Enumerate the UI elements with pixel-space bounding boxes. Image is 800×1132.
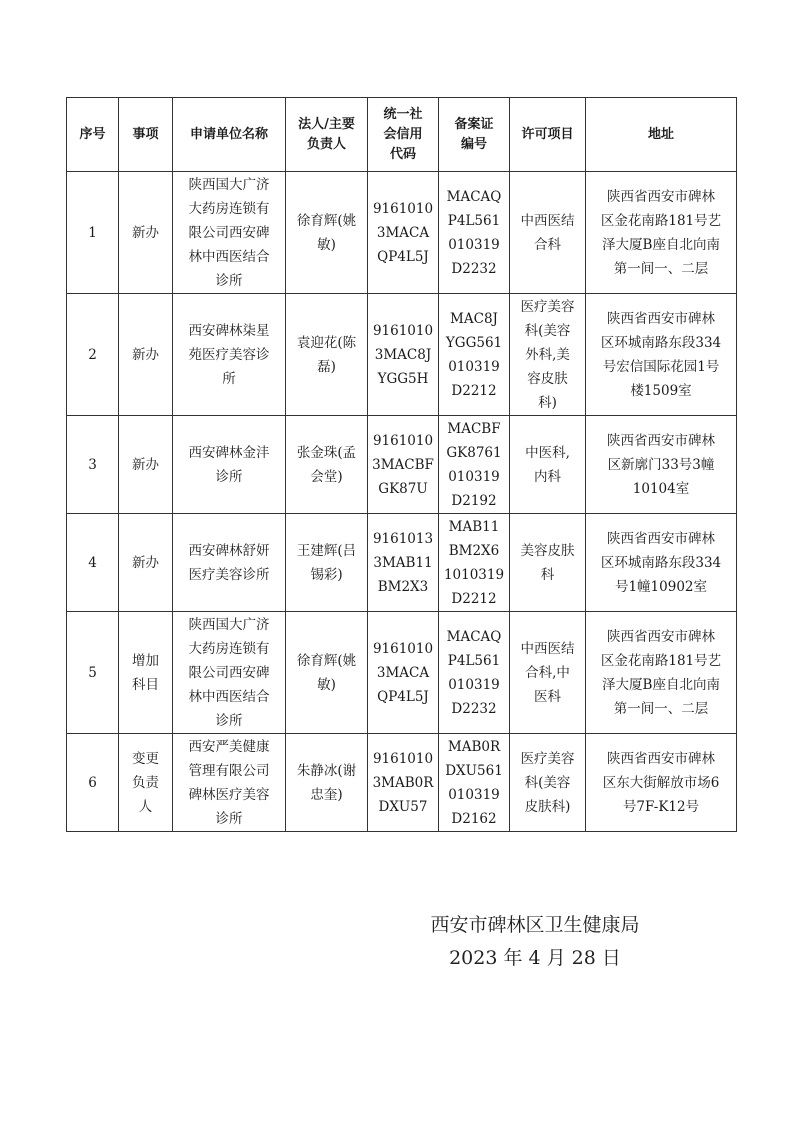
row-record: MAC8J YGG561 010319 D2212 [439,294,510,416]
row-name: 西安碑林舒妍 医疗美容诊所 [173,514,286,612]
row-item: 新办 [119,514,173,612]
issue-date: 2023 年 4 月 28 日 [449,947,621,969]
row-name: 陕西国大广济 大药房连锁有 限公司西安碑 林中西医结合 诊所 [173,612,286,734]
row-address: 陕西省西安市碑林 区金花南路181号艺 泽大厦B座自北向南 第一间一、二层 [586,612,737,734]
row-record: MACAQ P4L561 010319 D2232 [439,612,510,734]
row-permit: 医疗美容 科(美容 皮肤科) [510,734,586,832]
table-row [67,172,737,294]
row-name: 西安碑林金沣 诊所 [173,416,286,514]
row-item: 新办 [119,416,173,514]
header-row [67,98,737,172]
row-name: 陕西国大广济 大药房连锁有 限公司西安碑 林中西医结合 诊所 [173,172,286,294]
row-item: 增加 科目 [119,612,173,734]
row-person: 张金珠(孟 会堂) [286,416,368,514]
row-credit: 9161010 3MACBF GK87U [368,416,439,514]
row-address: 陕西省西安市碑林 区新廓门33号3幢 10104室 [586,416,737,514]
row-no: 5 [67,612,119,734]
row-address: 陕西省西安市碑林 区金花南路181号艺 泽大厦B座自北向南 第一间一、二层 [586,172,737,294]
row-credit: 9161010 3MAC8J YGG5H [368,294,439,416]
row-credit: 9161010 3MAB0R DXU57 [368,734,439,832]
row-item: 新办 [119,172,173,294]
row-person: 王建辉(吕 锡彩) [286,514,368,612]
row-credit: 9161010 3MACA QP4L5J [368,172,439,294]
row-address: 陕西省西安市碑林 区环城南路东段334 号宏信国际花园1号 楼1509室 [586,294,737,416]
row-name: 西安严美健康 管理有限公司 碑林医疗美容 诊所 [173,734,286,832]
header-address: 地址 [586,98,737,172]
row-item: 新办 [119,294,173,416]
row-record: MACAQ P4L561 010319 D2232 [439,172,510,294]
header-permit: 许可项目 [510,98,586,172]
header-record: 备案证 编号 [439,98,510,172]
row-record: MAB0R DXU561 010319 D2162 [439,734,510,832]
table-row [67,416,737,514]
row-no: 4 [67,514,119,612]
row-permit: 中西医结 合科 [510,172,586,294]
row-person: 袁迎花(陈 磊) [286,294,368,416]
registration-table [66,97,737,832]
row-address: 陕西省西安市碑林 区环城南路东段334 号1幢10902室 [586,514,737,612]
row-person: 朱静冰(谢 忠奎) [286,734,368,832]
row-permit: 医疗美容 科(美容 外科,美 容皮肤 科) [510,294,586,416]
table-row [67,612,737,734]
header-no: 序号 [67,98,119,172]
row-no: 1 [67,172,119,294]
row-record: MAB11 BM2X6 1010319 D2212 [439,514,510,612]
row-credit: 9161010 3MACA QP4L5J [368,612,439,734]
header-credit: 统一社 会信用 代码 [368,98,439,172]
header-person: 法人/主要 负责人 [286,98,368,172]
row-permit: 中医科, 内科 [510,416,586,514]
row-no: 6 [67,734,119,832]
header-item: 事项 [119,98,173,172]
row-permit: 中西医结 合科,中 医科 [510,612,586,734]
row-person: 徐育辉(姚 敏) [286,612,368,734]
row-no: 2 [67,294,119,416]
row-permit: 美容皮肤 科 [510,514,586,612]
header-name: 申请单位名称 [173,98,286,172]
row-item: 变更 负责 人 [119,734,173,832]
row-record: MACBF GK8761 010319 D2192 [439,416,510,514]
row-credit: 9161013 3MAB11 BM2X3 [368,514,439,612]
row-address: 陕西省西安市碑林 区东大街解放市场6 号7F-K12号 [586,734,737,832]
table-row [67,514,737,612]
row-no: 3 [67,416,119,514]
row-name: 西安碑林柒星 苑医疗美容诊 所 [173,294,286,416]
table-row [67,294,737,416]
table-row [67,734,737,832]
row-person: 徐育辉(姚 敏) [286,172,368,294]
issuing-authority: 西安市碑林区卫生健康局 [430,914,640,936]
